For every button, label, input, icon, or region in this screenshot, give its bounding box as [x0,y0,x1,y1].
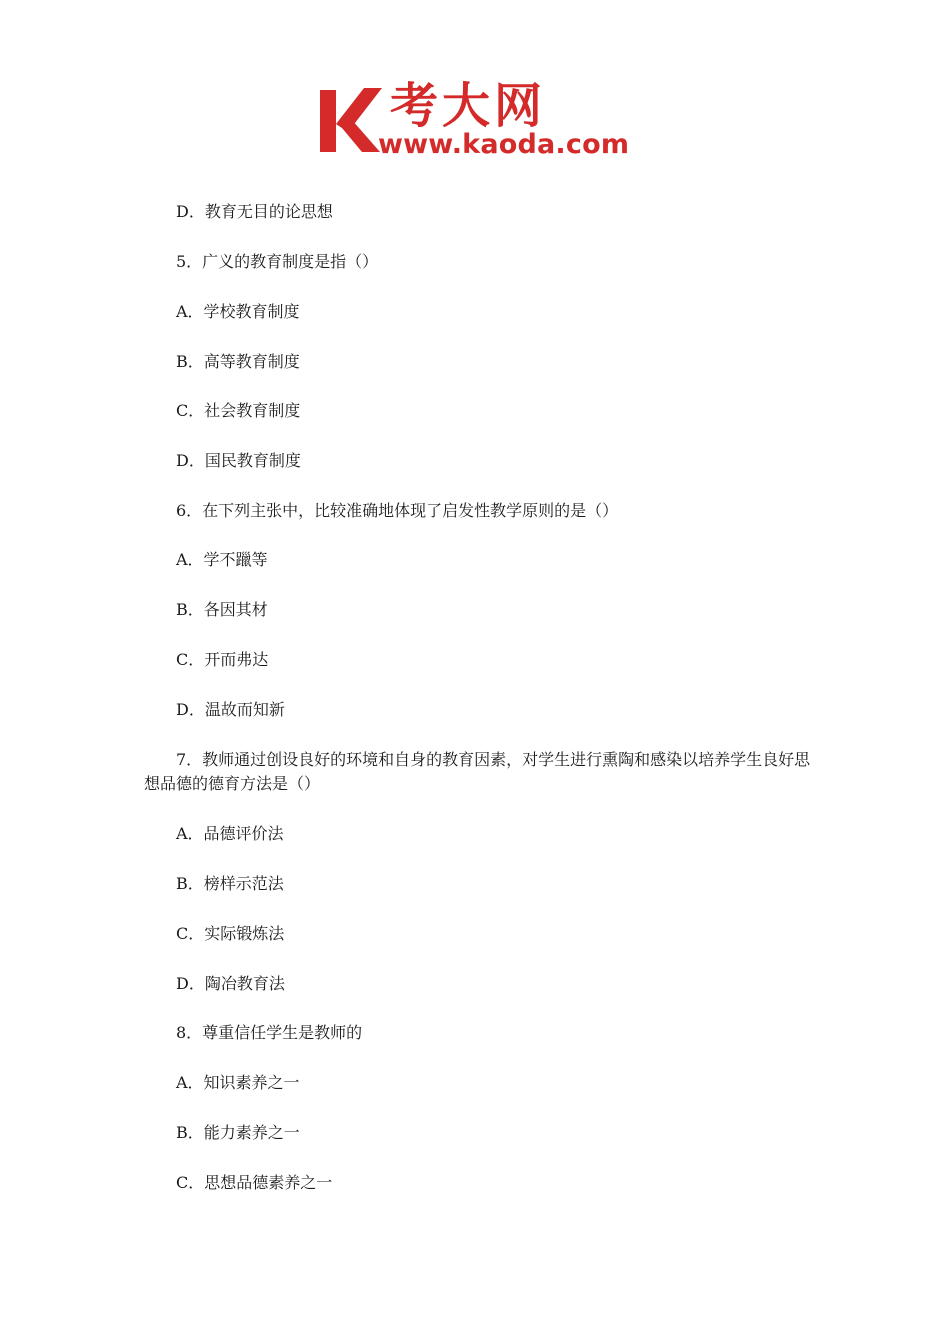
option-6c: C．开而弗达 [176,650,269,669]
option-5b: B．高等教育制度 [176,352,300,371]
option-8b: B．能力素养之一 [176,1123,300,1142]
option-5d: D．国民教育制度 [176,451,301,470]
option-7d: D．陶冶教育法 [176,974,285,993]
question-7: 7．教师通过创设良好的环境和自身的教育因素，对学生进行熏陶和感染以培养学生良好思想品德的德育方法是（） [144,750,811,793]
option-8c: C．思想品德素养之一 [176,1173,333,1192]
option-7a: A．品德评价法 [176,824,284,843]
question-6: 6．在下列主张中，比较准确地体现了启发性教学原则的是（） [176,501,619,520]
option-7c: C．实际锻炼法 [176,924,285,943]
question-5: 5．广义的教育制度是指（） [176,252,379,271]
question-8: 8．尊重信任学生是教师的 [176,1023,363,1042]
option-7b: B．榜样示范法 [176,874,284,893]
logo-chinese-title: 考大网 [390,78,547,134]
option-5a: A．学校教育制度 [176,302,300,321]
option-6b: B．各因其材 [176,600,268,619]
option-6a: A．学不躐等 [176,550,268,569]
kaoda-logo [318,78,640,162]
option-5c: C．社会教育制度 [176,401,301,420]
option-6d: D．温故而知新 [176,700,285,719]
option-4d: D．教育无目的论思想 [176,202,333,221]
logo-url-text: www.kaoda.com [378,129,630,160]
option-8a: A．知识素养之一 [176,1073,300,1092]
